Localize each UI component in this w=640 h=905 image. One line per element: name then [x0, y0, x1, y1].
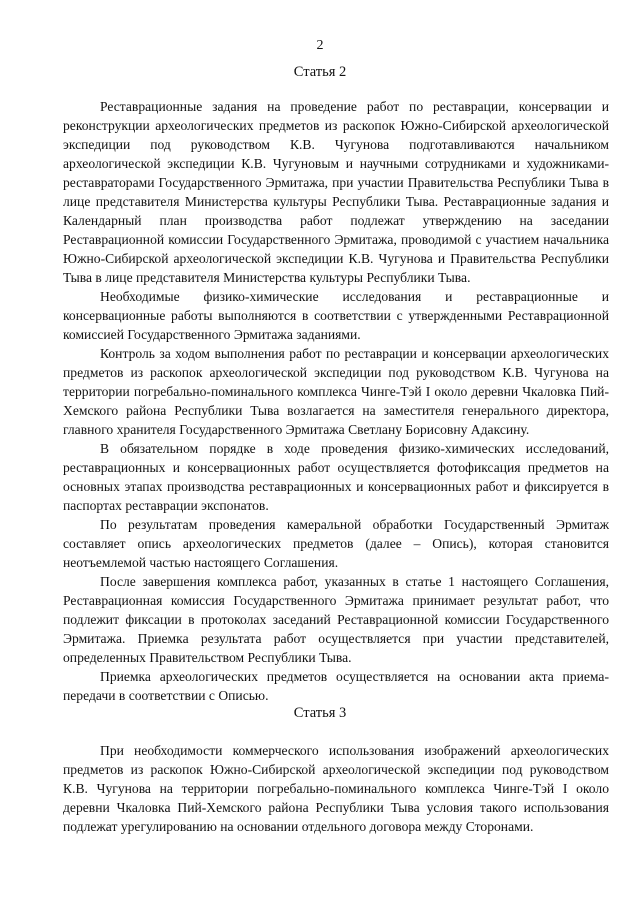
article-2-paragraph: По результатам проведения камеральной обработки Государственный Эрмитаж составляет опись археологических предметов (далее – Опись), которая становится неотъемлемой частью настоящего Соглашения.: [63, 517, 609, 570]
article-2-body: [63, 97, 609, 705]
article-2-paragraph: В обязательном порядке в ходе проведения физико-химических исследований, реставрационных и консервационных работ осуществляется фотофиксация предметов на основных этапах производства реставрационных и консервационных работ и фиксируется в паспортах реставрации экспонатов.: [63, 441, 609, 513]
article-3-heading: Статья 3: [293, 705, 347, 721]
article-2-heading: Статья 2: [293, 64, 347, 80]
article-2-paragraph: Контроль за ходом выполнения работ по реставрации и консервации археологических предметов из раскопок археологической экспедиции под руководством К.В. Чугунова на территории погребально-поминального комплекса Чинге-Тэй I около деревни Чкаловка Пий-Хемского района Республики Тыва возлагается на заместителя генерального директора, главного хранителя Государственного Эрмитажа Светлану Борисовну Адаксину.: [63, 346, 609, 437]
article-3-paragraph: При необходимости коммерческого использования изображений археологических предметов из раскопок Южно-Сибирской археологической экспедиции под руководством К.В. Чугунова на территории погребально-поминального комплекса Чинге-Тэй I около деревни Чкаловка Пий-Хемского района Республики Тыва условия такого использования подлежат урегулированию на основании отдельного договора между Сторонами.: [63, 743, 609, 834]
page-number: 2: [316, 38, 324, 53]
article-2-paragraph: Реставрационные задания на проведение работ по реставрации, консервации и реконструкции археологических предметов из раскопок Южно-Сибирской археологической экспедиции под руководством К.В. Чугунова подготавливаются начальником археологической экспедиции К.В. Чугуновым и научными сотрудниками и художниками-реставраторами Государственного Эрмитажа, при участии Правительства Республики Тыва в лице представителя Министерства культуры Республики Тыва. Реставрационные задания и Календарный план производства работ подлежат утверждению на заседании Реставрационной комиссии Государственного Эрмитажа, проводимой с участием начальника Южно-Сибирской археологической экспедиции К.В. Чугунова и Правительства Республики Тыва в лице представителя Министерства культуры Республики Тыва.: [63, 99, 609, 285]
article-2-paragraph: После завершения комплекса работ, указанных в статье 1 настоящего Соглашения, Реставрационная комиссия Государственного Эрмитажа принимает результат работ, что подлежит фиксации в протоколах заседаний Реставрационной комиссии Государственного Эрмитажа. Приемка результата работ осуществляется при участии представителей, определенных Правительством Республики Тыва.: [63, 574, 609, 665]
article-2-paragraph: Приемка археологических предметов осуществляется на основании акта приема-передачи в соответствии с Описью.: [63, 669, 609, 703]
article-3-body: [63, 741, 609, 836]
article-2-paragraph: Необходимые физико-химические исследования и реставрационные и консервационные работы выполняются в соответствии с утвержденными Реставрационной комиссией Государственного Эрмитажа заданиями.: [63, 289, 609, 342]
